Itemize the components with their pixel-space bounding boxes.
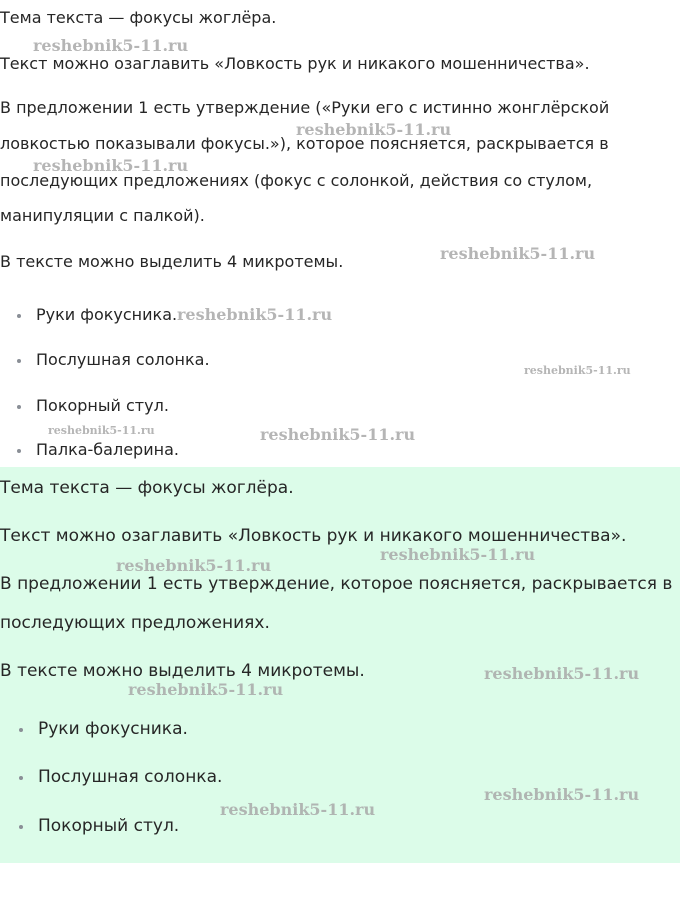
paragraph-line: В предложении 1 есть утверждение, которое поясняется, раскрывается в (0, 574, 673, 594)
list-item-text: Палка-балерина. (36, 440, 179, 459)
paragraph-line: последующих предложениях (фокус с солонкой, действия со стулом, (0, 171, 593, 190)
bullet-icon (17, 405, 21, 409)
answer-block-short (0, 467, 680, 863)
theme-line: Тема текста — фокусы жоглёра. (0, 478, 294, 498)
watermark: reshebnik5-11.ru (177, 305, 333, 324)
list-item-text: Руки фокусника. (38, 719, 188, 739)
list-item-text: Покорный стул. (36, 396, 169, 415)
paragraph-line: манипуляции с палкой). (0, 206, 205, 225)
watermark: reshebnik5-11.ru (296, 120, 452, 139)
title-line: Текст можно озаглавить «Ловкость рук и никакого мошенничества». (0, 54, 590, 73)
watermark: reshebnik5-11.ru (484, 785, 640, 804)
theme-line: Тема текста — фокусы жоглёра. (0, 8, 277, 27)
paragraph-line: ловкостью показывали фокусы.»), которое поясняется, раскрывается в (0, 134, 609, 153)
paragraph-line: В предложении 1 есть утверждение («Руки его с истинно жонглёрской (0, 98, 610, 117)
watermark: reshebnik5-11.ru (440, 244, 596, 263)
watermark: reshebnik5-11.ru (484, 664, 640, 683)
watermark: reshebnik5-11.ru (48, 424, 155, 437)
list-item-text: Покорный стул. (38, 816, 180, 836)
watermark: reshebnik5-11.ru (220, 800, 376, 819)
microthemes-intro: В тексте можно выделить 4 микротемы. (0, 252, 344, 271)
bullet-icon (19, 728, 23, 732)
microthemes-intro: В тексте можно выделить 4 микротемы. (0, 661, 365, 681)
watermark: reshebnik5-11.ru (260, 425, 416, 444)
bullet-icon (17, 359, 21, 363)
watermark: reshebnik5-11.ru (128, 680, 284, 699)
bullet-icon (19, 776, 23, 780)
bullet-icon (19, 825, 23, 829)
list-item-text: Руки фокусника. (36, 305, 178, 324)
watermark: reshebnik5-11.ru (116, 556, 272, 575)
list-item-text: Послушная солонка. (36, 350, 210, 369)
bullet-icon (17, 314, 21, 318)
watermark: reshebnik5-11.ru (524, 364, 631, 377)
bullet-icon (17, 449, 21, 453)
title-line: Текст можно озаглавить «Ловкость рук и никакого мошенничества». (0, 526, 627, 546)
watermark: reshebnik5-11.ru (33, 156, 189, 175)
list-item-text: Послушная солонка. (38, 767, 223, 787)
watermark: reshebnik5-11.ru (380, 545, 536, 564)
watermark: reshebnik5-11.ru (33, 36, 189, 55)
paragraph-line: последующих предложениях. (0, 613, 270, 633)
